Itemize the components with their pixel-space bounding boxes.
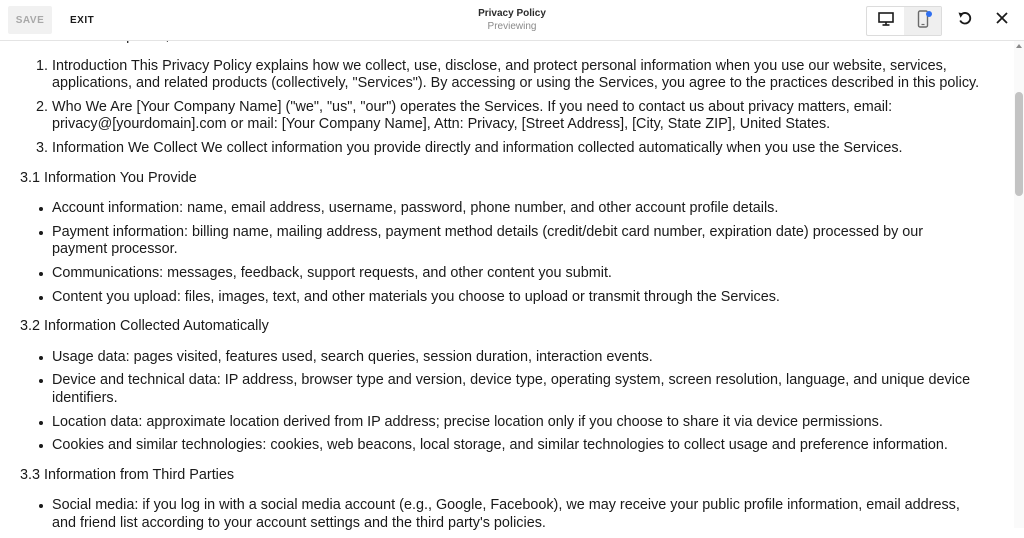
list-item: Device and technical data: IP address, browser type and version, device type, operating system, screen resolution, language, and unique device identifiers. <box>52 372 980 407</box>
privacy-policy-document <box>20 28 980 538</box>
list-item: Cookies and similar technologies: cookies, web beacons, local storage, and similar technologies to collect usage and preference information. <box>52 437 980 455</box>
preview-content <box>0 41 1014 531</box>
list-item: 3. Information We Collect We collect information you provide directly and information collected automatically when you use the Services. <box>52 140 980 158</box>
scrollbar-thumb[interactable] <box>1015 92 1023 196</box>
page-title-block <box>412 7 612 33</box>
vertical-scrollbar[interactable] <box>1014 41 1024 528</box>
list-item: 1. Introduction This Privacy Policy explains how we collect, use, disclose, and protect personal information when you use our website, services, applications, and related products (collectively, "Services"). By accessing or using the Services, you agree to the practices described in this policy. <box>52 58 980 93</box>
undo-button[interactable] <box>951 6 979 34</box>
list-item: Usage data: pages visited, features used, search queries, session duration, interaction events. <box>52 349 980 367</box>
list-item: Payment information: billing name, mailing address, payment method details (credit/debit card number, expiration date) processed by our payment processor. <box>52 224 980 259</box>
page-title: Privacy Policy <box>478 8 546 19</box>
exit-button[interactable]: EXIT <box>70 14 95 26</box>
close-icon <box>995 11 1009 30</box>
preview-status: Previewing <box>487 21 537 32</box>
device-preview-toggle <box>866 6 942 36</box>
intro-list <box>20 58 980 158</box>
undo-icon <box>957 10 973 31</box>
list-item: Social media: if you log in with a social media account (e.g., Google, Facebook), we may receive your public profile information, email address, and friend list according to your account settings and the third party's policies. <box>52 497 980 532</box>
section-heading: 3.2 Information Collected Automatically <box>20 318 269 335</box>
list-item: Location data: approximate location derived from IP address; precise location only if you choose to share it via device permissions. <box>52 414 980 432</box>
editor-toolbar <box>0 0 1024 41</box>
mobile-view-button[interactable] <box>904 7 941 35</box>
list-item: 2. Who We Are [Your Company Name] ("we", "us", "our") operates the Services. If you need to contact us about privacy matters, email: privacy@[yourdomain].com or mail: [Your Company Name], Attn: Privacy, [Street Address], [City, State ZIP], United States. <box>52 99 980 134</box>
close-button[interactable] <box>988 6 1016 34</box>
list-item: Account information: name, email address, username, password, phone number, and other account profile details. <box>52 200 980 218</box>
active-indicator-dot <box>926 11 932 17</box>
bullet-list <box>20 497 980 532</box>
section-heading: 3.3 Information from Third Parties <box>20 466 235 483</box>
bullet-list <box>20 200 980 306</box>
list-item: Content you upload: files, images, text, and other materials you choose to upload or transmit through the Services. <box>52 289 980 307</box>
list-item: Communications: messages, feedback, support requests, and other content you submit. <box>52 265 980 283</box>
desktop-icon <box>878 12 894 31</box>
save-button[interactable]: SAVE <box>8 6 52 34</box>
scroll-up-arrow-icon[interactable] <box>1016 44 1022 48</box>
desktop-view-button[interactable] <box>867 7 904 35</box>
bullet-list <box>20 349 980 455</box>
section-heading: 3.1 Information You Provide <box>20 169 197 186</box>
